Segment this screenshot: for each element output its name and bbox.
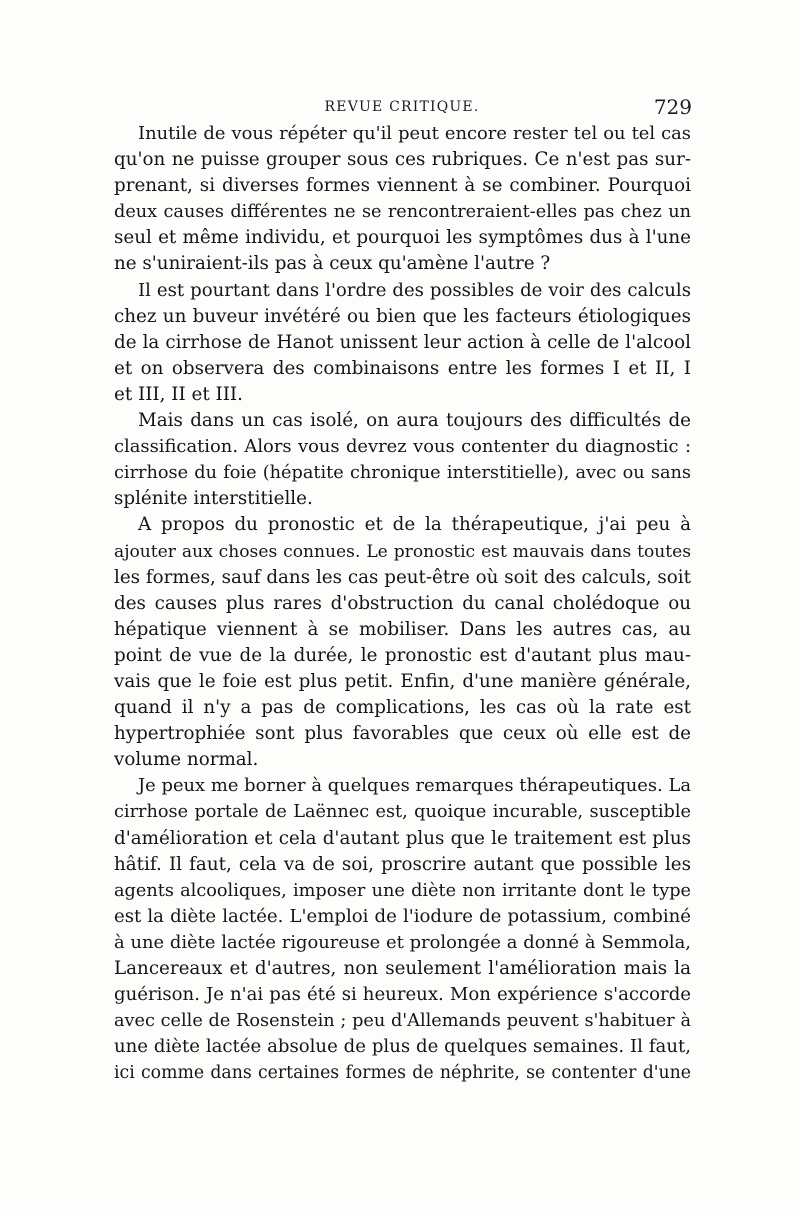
text-line: les formes, sauf dans les cas peut-être où soit des calculs, soit	[114, 566, 691, 588]
text-line: agents alcooliques, imposer une diète non irritante dont le type	[114, 880, 691, 901]
body-text	[114, 121, 691, 1086]
text-line: et on observera des combinaisons entre les formes I et II, I	[114, 357, 691, 379]
page-number: 729	[653, 95, 692, 119]
text-line: des causes plus rares d'obstruction du canal cholédoque ou	[114, 592, 691, 614]
text-line: est la diète lactée. L'emploi de l'iodure de potassium, combiné	[114, 905, 691, 927]
text-line: hépatique viennent à se mobiliser. Dans les autres cas, au	[114, 618, 691, 640]
text-line: de la cirrhose de Hanot unissent leur action à celle de l'alcool	[114, 331, 691, 353]
text-line: volume normal.	[114, 749, 259, 771]
text-line: Il est pourtant dans l'ordre des possibles de voir des calculs	[138, 279, 691, 301]
page-header	[112, 95, 692, 121]
text-line: A propos du pronostic et de la thérapeutique, j'ai peu à	[138, 514, 691, 536]
text-line: d'amélioration et cela d'autant plus que le traitement est plus	[114, 827, 691, 849]
text-line: classification. Alors vous devrez vous contenter du diagnostic :	[114, 436, 691, 458]
text-line: cirrhose du foie (hépatite chronique interstitielle), avec ou sans	[114, 463, 691, 484]
text-line: splénite interstitielle.	[114, 488, 313, 510]
text-line: ajouter aux choses connues. Le pronostic est mauvais dans toutes	[114, 541, 691, 562]
text-line: Lancereaux et d'autres, non seulement l'amélioration mais la	[114, 958, 691, 979]
text-line: hypertrophiée sont plus favorables que ceux où elle est de	[114, 723, 691, 745]
text-line: point de vue de la durée, le pronostic est d'autant plus mau-	[114, 644, 691, 666]
text-line: ne s'uniraient-ils pas à ceux qu'amène l'autre ?	[114, 253, 551, 275]
text-line: et III, II et III.	[114, 383, 243, 405]
text-line: qu'on ne puisse grouper sous ces rubriques. Ce n'est pas sur-	[114, 149, 691, 171]
running-title: REVUE CRITIQUE.	[324, 99, 480, 115]
text-line: deux causes différentes ne se rencontreraient-elles pas chez un	[114, 202, 691, 223]
paragraph	[114, 121, 691, 278]
text-line: vais que le foie est plus petit. Enfin, d'une manière générale,	[114, 670, 691, 692]
text-line: Je peux me borner à quelques remarques thérapeutiques. La	[138, 775, 691, 797]
text-line: seul et même individu, et pourquoi les symptômes dus à l'une	[114, 227, 691, 249]
text-line: une diète lactée absolue de plus de quelques semaines. Il faut,	[114, 1036, 691, 1058]
text-line: guérison. Je n'ai pas été si heureux. Mon expérience s'accorde	[114, 984, 691, 1006]
text-line: Inutile de vous répéter qu'il peut encore rester tel ou tel cas	[138, 123, 691, 144]
text-line: à une diète lactée rigoureuse et prolongée a donné à Semmola,	[114, 931, 691, 953]
text-line: ici comme dans certaines formes de néphrite, se contenter d'une	[114, 1063, 691, 1084]
text-line: cirrhose portale de Laënnec est, quoique incurable, susceptible	[114, 802, 691, 823]
paragraph	[114, 408, 691, 512]
paragraph	[114, 773, 691, 1086]
paragraph	[114, 512, 691, 773]
text-line: quand il n'y a pas de complications, les cas où la rate est	[114, 697, 691, 719]
text-line: Mais dans un cas isolé, on aura toujours des difficultés de	[138, 410, 691, 432]
text-line: avec celle de Rosenstein ; peu d'Allemands peuvent s'habituer à	[114, 1011, 691, 1032]
paragraph	[114, 278, 691, 408]
text-line: prenant, si diverses formes viennent à se combiner. Pourquoi	[114, 175, 691, 197]
text-line: hâtif. Il faut, cela va de soi, proscrire autant que possible les	[114, 853, 691, 875]
text-line: chez un buveur invétéré ou bien que les facteurs étiologiques	[114, 305, 691, 327]
